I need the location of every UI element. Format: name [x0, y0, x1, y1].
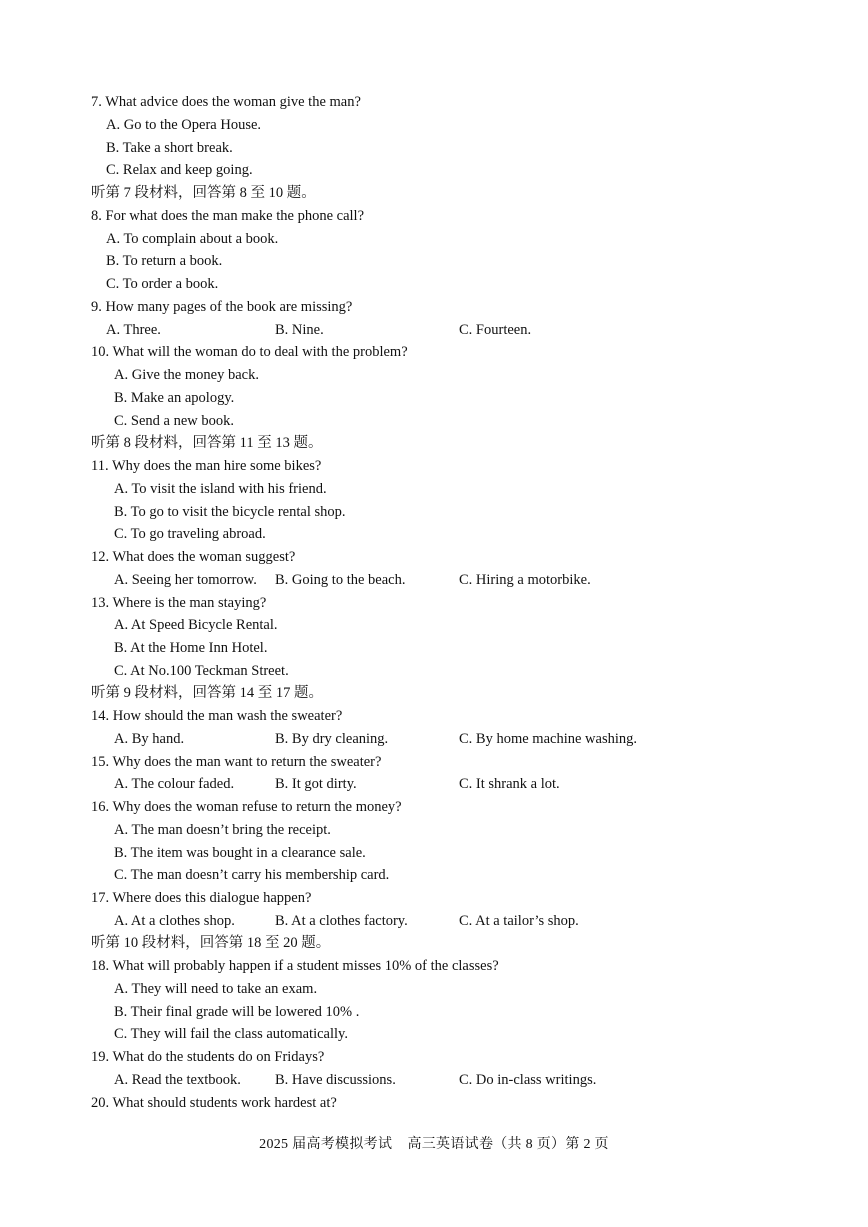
option-7c: C. Relax and keep going.: [106, 162, 253, 178]
section-heading-9: 听第 9 段材料，回答第 14 至 17 题。: [91, 685, 323, 701]
option-17b: B. At a clothes factory.: [275, 913, 408, 929]
option-7a: A. Go to the Opera House.: [106, 117, 262, 133]
options-row-12: [114, 569, 814, 592]
question-12: 12. What does the woman suggest?: [91, 549, 296, 565]
page-footer: [0, 1134, 868, 1156]
option-14c: C. By home machine washing.: [459, 731, 638, 747]
option-15a: A. The colour faded.: [114, 776, 235, 792]
option-19a: A. Read the textbook.: [114, 1072, 241, 1088]
option-10a: A. Give the money back.: [114, 367, 259, 383]
option-13a: A. At Speed Bicycle Rental.: [114, 617, 278, 633]
question-15: 15. Why does the man want to return the sweater?: [91, 754, 382, 770]
option-11c: C. To go traveling abroad.: [114, 526, 266, 542]
section-heading-8: 听第 8 段材料，回答第 11 至 13 题。: [91, 435, 323, 451]
section-heading-10: 听第 10 段材料，回答第 18 至 20 题。: [91, 935, 331, 951]
option-16c: C. The man doesn’t carry his membership card.: [114, 867, 390, 883]
option-16b: B. The item was bought in a clearance sale.: [114, 845, 366, 861]
option-12c: C. Hiring a motorbike.: [459, 572, 591, 588]
option-9c: C. Fourteen.: [459, 322, 532, 338]
option-19c: C. Do in-class writings.: [459, 1072, 597, 1088]
option-13b: B. At the Home Inn Hotel.: [114, 640, 268, 656]
options-row-19: [114, 1069, 814, 1092]
option-12b: B. Going to the beach.: [275, 572, 406, 588]
options-row-9: [106, 319, 806, 342]
option-8c: C. To order a book.: [106, 276, 219, 292]
question-19: 19. What do the students do on Fridays?: [91, 1049, 325, 1065]
question-20: 20. What should students work hardest at?: [91, 1095, 337, 1111]
options-row-15: [114, 773, 814, 796]
option-9a: A. Three.: [106, 322, 161, 338]
section-heading-7: 听第 7 段材料，回答第 8 至 10 题。: [91, 185, 316, 201]
option-16a: A. The man doesn’t bring the receipt.: [114, 822, 331, 838]
option-19b: B. Have discussions.: [275, 1072, 396, 1088]
option-10c: C. Send a new book.: [114, 413, 235, 429]
option-17a: A. At a clothes shop.: [114, 913, 235, 929]
option-11b: B. To go to visit the bicycle rental shop.: [114, 504, 346, 520]
question-11: 11. Why does the man hire some bikes?: [91, 458, 322, 474]
option-13c: C. At No.100 Teckman Street.: [114, 663, 289, 679]
options-row-17: [114, 910, 814, 933]
question-9: 9. How many pages of the book are missing?: [91, 299, 353, 315]
option-15b: B. It got dirty.: [275, 776, 357, 792]
option-17c: C. At a tailor’s shop.: [459, 913, 579, 929]
option-14a: A. By hand.: [114, 731, 185, 747]
option-14b: B. By dry cleaning.: [275, 731, 389, 747]
option-18b: B. Their final grade will be lowered 10% .: [114, 1004, 360, 1020]
option-11a: A. To visit the island with his friend.: [114, 481, 327, 497]
question-16: 16. Why does the woman refuse to return the money?: [91, 799, 402, 815]
question-18: 18. What will probably happen if a student misses 10% of the classes?: [91, 958, 499, 974]
option-7b: B. Take a short break.: [106, 140, 233, 156]
option-12a: A. Seeing her tomorrow.: [114, 572, 257, 588]
option-15c: C. It shrank a lot.: [459, 776, 560, 792]
question-13: 13. Where is the man staying?: [91, 595, 267, 611]
option-8a: A. To complain about a book.: [106, 231, 279, 247]
options-row-14: [114, 728, 814, 751]
page-footer-text: 2025 届高考模拟考试 高三英语试卷（共 8 页）第 2 页: [259, 1137, 609, 1152]
option-18a: A. They will need to take an exam.: [114, 981, 318, 997]
question-14: 14. How should the man wash the sweater?: [91, 708, 343, 724]
option-9b: B. Nine.: [275, 322, 324, 338]
question-17: 17. Where does this dialogue happen?: [91, 890, 312, 906]
question-10: 10. What will the woman do to deal with the problem?: [91, 344, 408, 360]
option-8b: B. To return a book.: [106, 253, 223, 269]
option-10b: B. Make an apology.: [114, 390, 235, 406]
option-18c: C. They will fail the class automatically.: [114, 1026, 348, 1042]
question-7: 7. What advice does the woman give the man?: [91, 94, 361, 110]
question-8: 8. For what does the man make the phone call?: [91, 208, 365, 224]
